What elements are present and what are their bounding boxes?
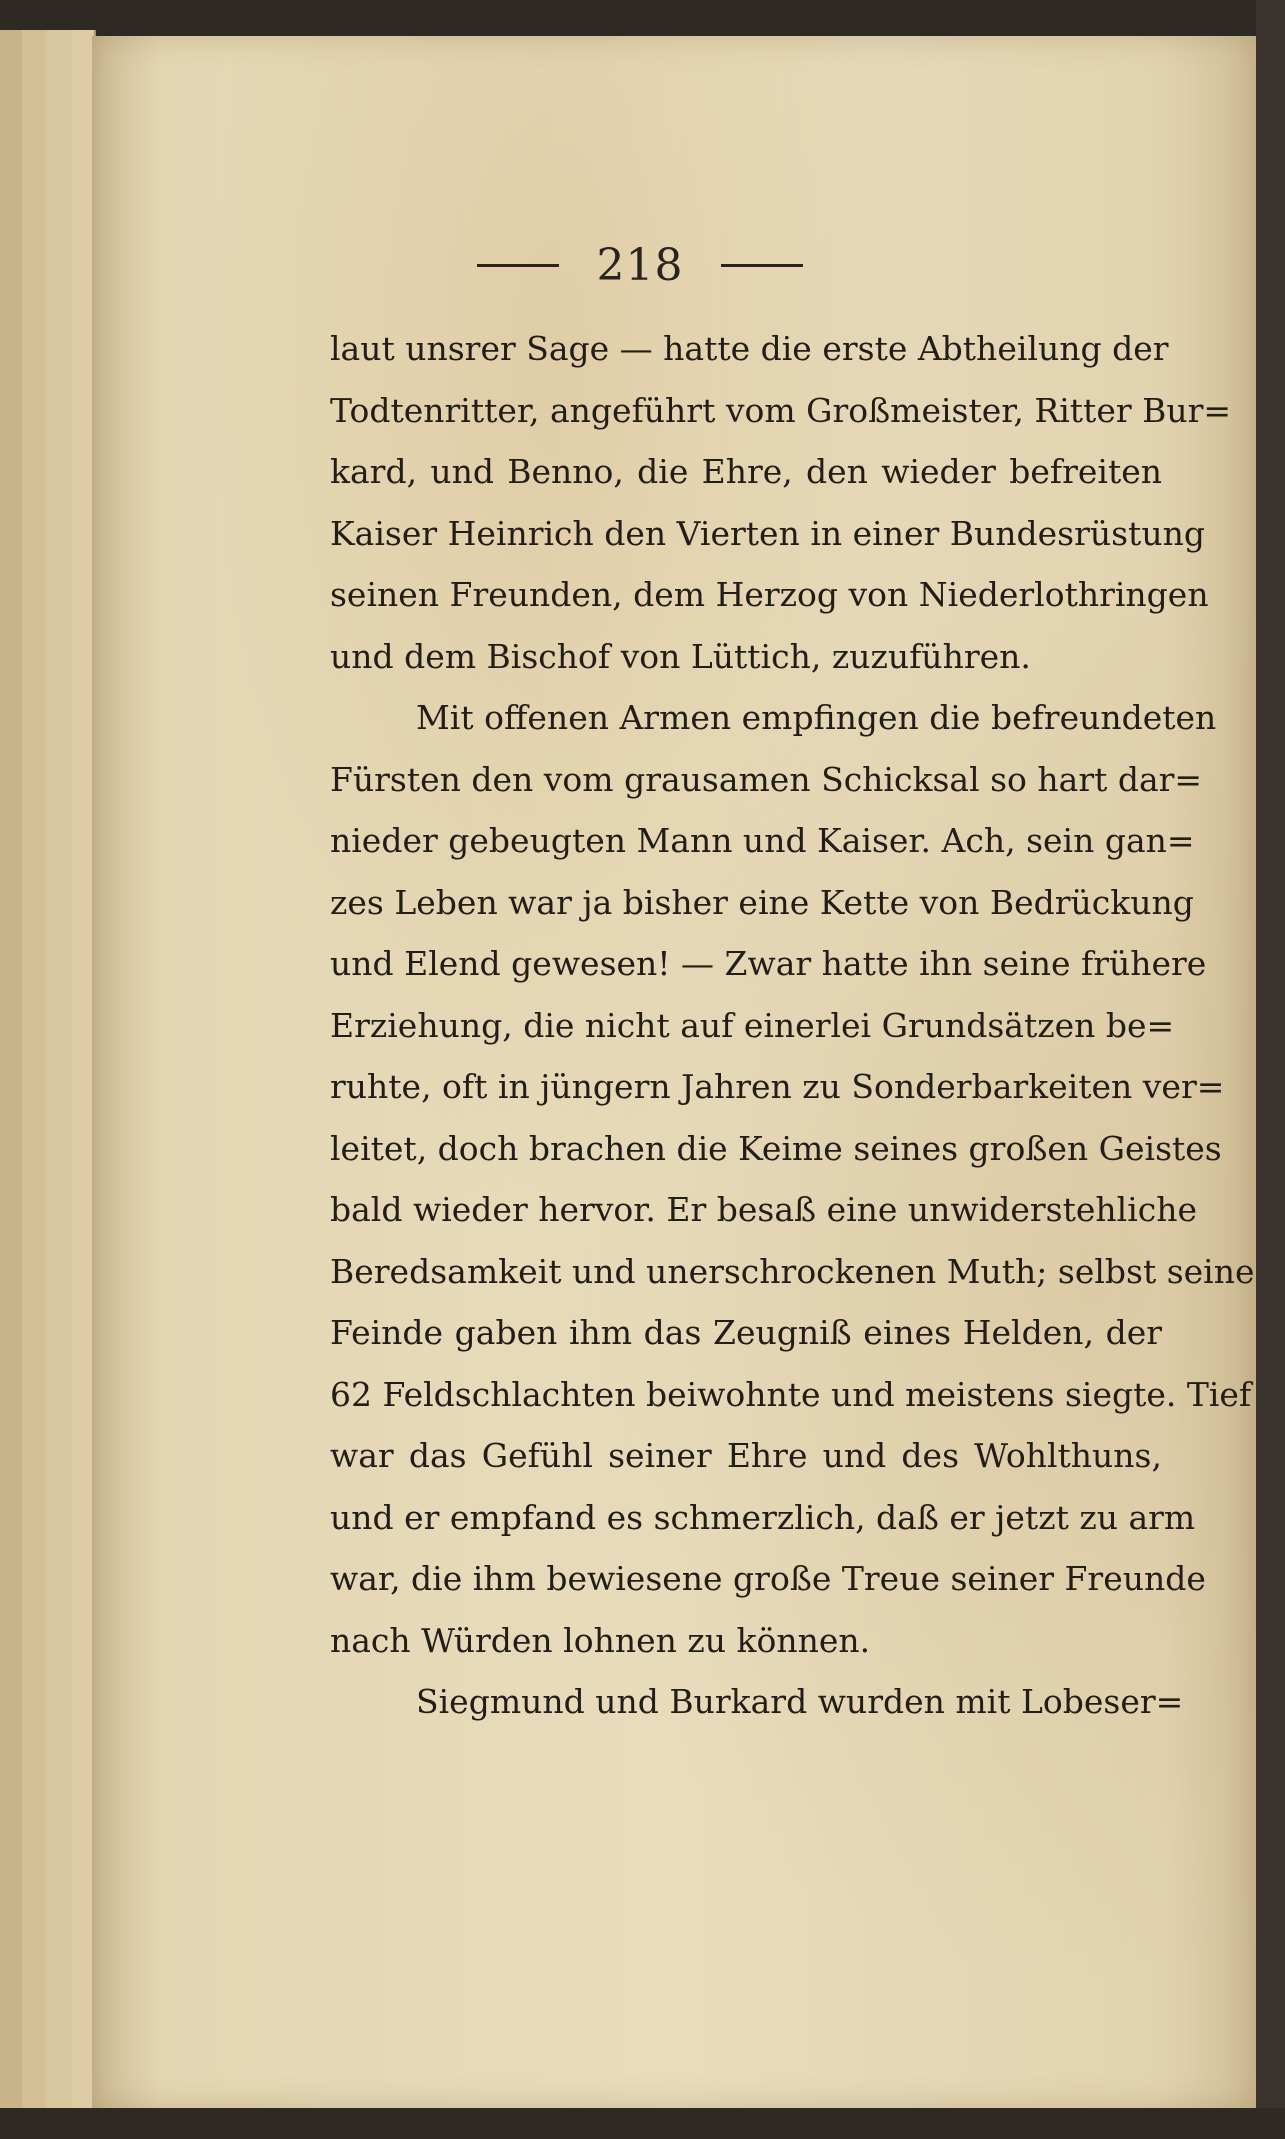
- text-line: nach Würden lohnen zu können.: [330, 1620, 871, 1660]
- page-edge: [0, 30, 24, 2111]
- text-line: seinen Freunden, dem Herzog von Niederlothringen: [330, 575, 1209, 614]
- header-rule-right: [721, 264, 803, 267]
- book-cover-edge: [1256, 0, 1285, 2139]
- body-text: [330, 318, 1255, 1733]
- text-line: Feinde gaben ihm das Zeugniß eines Helden, der: [330, 1313, 1162, 1352]
- page-edge: [46, 30, 74, 2111]
- text-line: kard, und Benno, die Ehre, den wieder befreiten: [330, 452, 1162, 491]
- text-line: Fürsten den vom grausamen Schicksal so hart dar=: [330, 759, 1203, 799]
- text-line: ruhte, oft in jüngern Jahren zu Sonderbarkeiten ver=: [330, 1067, 1225, 1106]
- text-line: nieder gebeugten Mann und Kaiser. Ach, sein gan=: [330, 821, 1195, 860]
- text-line: bald wieder hervor. Er besaß eine unwiderstehliche: [330, 1190, 1198, 1229]
- running-header: [330, 230, 950, 300]
- header-rule-left: [477, 264, 559, 267]
- text-line: war das Gefühl seiner Ehre und des Wohlthuns,: [330, 1436, 1162, 1475]
- text-line: und dem Bischof von Lüttich, zuzuführen.: [330, 636, 1031, 676]
- text-line: und er empfand es schmerzlich, daß er jetzt zu arm: [330, 1497, 1196, 1537]
- text-line: Mit offenen Armen empfingen die befreundeten: [416, 698, 1217, 737]
- text-line: laut unsrer Sage — hatte die erste Abtheilung der: [330, 329, 1169, 368]
- text-line: war, die ihm bewiesene große Treue seiner Freunde: [330, 1559, 1206, 1598]
- text-line: 62 Feldschlachten beiwohnte und meistens siegte. Tief: [330, 1374, 1252, 1414]
- text-line: Kaiser Heinrich den Vierten in einer Bundesrüstung: [330, 513, 1205, 553]
- page-number: 218: [596, 239, 684, 291]
- scan-top-border: [0, 0, 1285, 36]
- text-line: Erziehung, die nicht auf einerlei Grundsätzen be=: [330, 1005, 1175, 1045]
- text-line: Beredsamkeit und unerschrockenen Muth; selbst seine: [330, 1251, 1255, 1291]
- text-line: und Elend gewesen! — Zwar hatte ihn seine frühere: [330, 944, 1207, 983]
- text-line: leitet, doch brachen die Keime seines großen Geistes: [330, 1128, 1222, 1168]
- text-line: zes Leben war ja bisher eine Kette von Bedrückung: [330, 882, 1194, 922]
- scan-bottom-border: [0, 2108, 1285, 2139]
- text-line: Siegmund und Burkard wurden mit Lobeser=: [416, 1682, 1184, 1721]
- page-edge: [22, 30, 48, 2111]
- text-line: Todtenritter, angeführt vom Großmeister, Ritter Bur=: [330, 390, 1232, 430]
